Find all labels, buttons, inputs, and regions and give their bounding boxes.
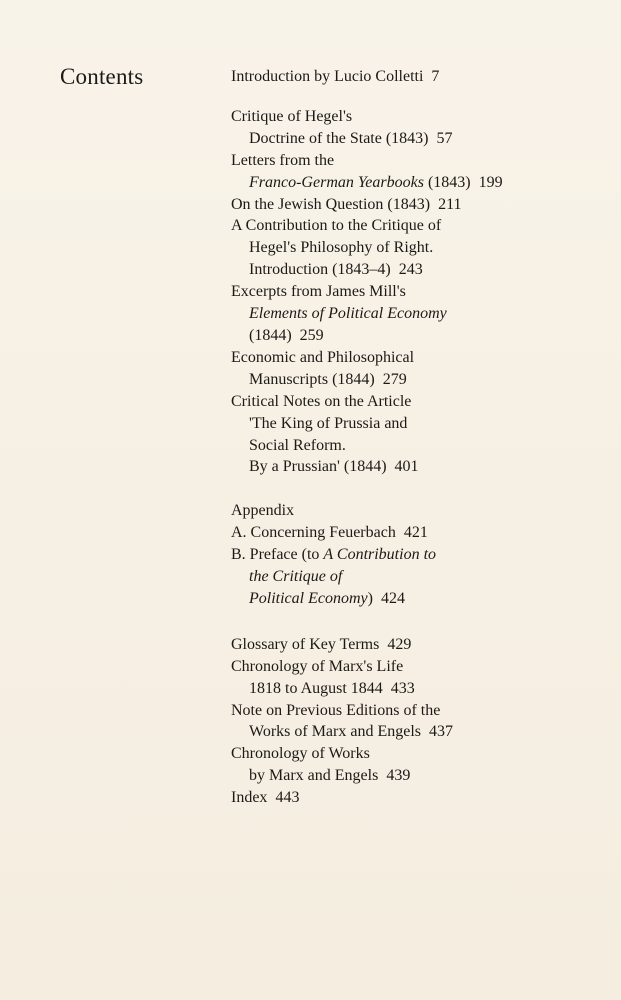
entry-title: A Contribution to the Critique of (231, 217, 442, 235)
entry-title: Economic and Philosophical (231, 348, 415, 366)
toc-entry-glossary (231, 634, 601, 656)
entry-title-italic: Political Economy (249, 589, 368, 607)
toc-entry-hegel-state (231, 106, 601, 150)
entry-title: On the Jewish Question (1843) (231, 195, 431, 213)
entry-title-cont: Doctrine of the State (1843) (249, 129, 429, 147)
appendix-heading: Appendix (231, 502, 295, 520)
page-number: 259 (299, 326, 324, 344)
entry-title: Note on Previous Editions of the (231, 701, 441, 719)
entry-title: Introduction by Lucio Colletti (231, 68, 424, 85)
entry-title: Excerpts from James Mill's (231, 283, 406, 301)
page-number: 243 (398, 261, 423, 279)
entry-title-cont: by Marx and Engels (249, 767, 379, 785)
toc-entry-critical-notes (231, 391, 601, 479)
entry-title-cont: Introduction (1843–4) (249, 261, 391, 279)
entry-title-cont: 1818 to August 1844 (249, 679, 383, 697)
entry-title: B. Preface (to (231, 546, 324, 564)
entry-title-cont: By a Prussian' (1844) (249, 458, 387, 476)
entry-title-cont: Works of Marx and Engels (249, 723, 422, 741)
table-of-contents (231, 66, 601, 809)
entry-title: Critical Notes on the Article (231, 392, 412, 410)
page-number: 443 (275, 789, 300, 807)
entry-title: Critique of Hegel's (231, 107, 353, 125)
toc-entry-feuerbach (231, 522, 601, 544)
page-number: 433 (390, 679, 415, 697)
entry-title: Chronology of Marx's Life (231, 657, 404, 675)
toc-entry-index (231, 787, 601, 809)
contents-heading: Contents (60, 64, 144, 89)
page-number: 429 (387, 635, 412, 653)
entry-title: A. Concerning Feuerbach (231, 524, 396, 542)
entry-title-cont: ) (367, 589, 373, 607)
entry-title-italic: Elements of Political Economy (249, 305, 447, 323)
entry-title: Letters from the (231, 151, 335, 169)
toc-entry-chronology-works (231, 743, 601, 787)
page-number: 401 (394, 458, 419, 476)
toc-entry-jewish-question (231, 194, 601, 216)
page-number: 7 (431, 68, 440, 85)
toc-entry-contribution (231, 215, 601, 281)
page-number: 424 (380, 589, 405, 607)
entry-title-italic: the Critique of (249, 568, 343, 586)
toc-entry-james-mill (231, 281, 601, 347)
toc-entry-letters (231, 150, 601, 194)
toc-entry-previous-editions (231, 700, 601, 744)
page-number: 279 (382, 370, 407, 388)
entry-title: Glossary of Key Terms (231, 635, 380, 653)
entry-title-cont: (1844) (249, 326, 292, 344)
toc-entry-preface (231, 544, 601, 610)
toc-entry-manuscripts (231, 347, 601, 391)
entry-title-italic: A Contribution to (323, 546, 437, 564)
page-number: 437 (429, 723, 454, 741)
entry-title-cont: Manuscripts (1844) (249, 370, 375, 388)
page-number: 439 (386, 767, 411, 785)
entry-title-cont: Social Reform. (249, 436, 346, 454)
toc-entry-introduction (231, 66, 601, 88)
page-number: 57 (436, 129, 453, 147)
page-number: 211 (438, 195, 462, 213)
page-number: 421 (403, 524, 428, 542)
entry-title-cont: (1843) (423, 173, 471, 191)
entry-title-cont: 'The King of Prussia and (249, 414, 408, 432)
entry-title: Chronology of Works (231, 745, 370, 763)
toc-entry-chronology-life (231, 656, 601, 700)
page-number: 199 (478, 173, 503, 191)
entry-title-cont: Hegel's Philosophy of Right. (249, 239, 434, 257)
entry-title: Index (231, 789, 268, 807)
entry-title-italic: Franco-German Yearbooks (249, 173, 424, 191)
